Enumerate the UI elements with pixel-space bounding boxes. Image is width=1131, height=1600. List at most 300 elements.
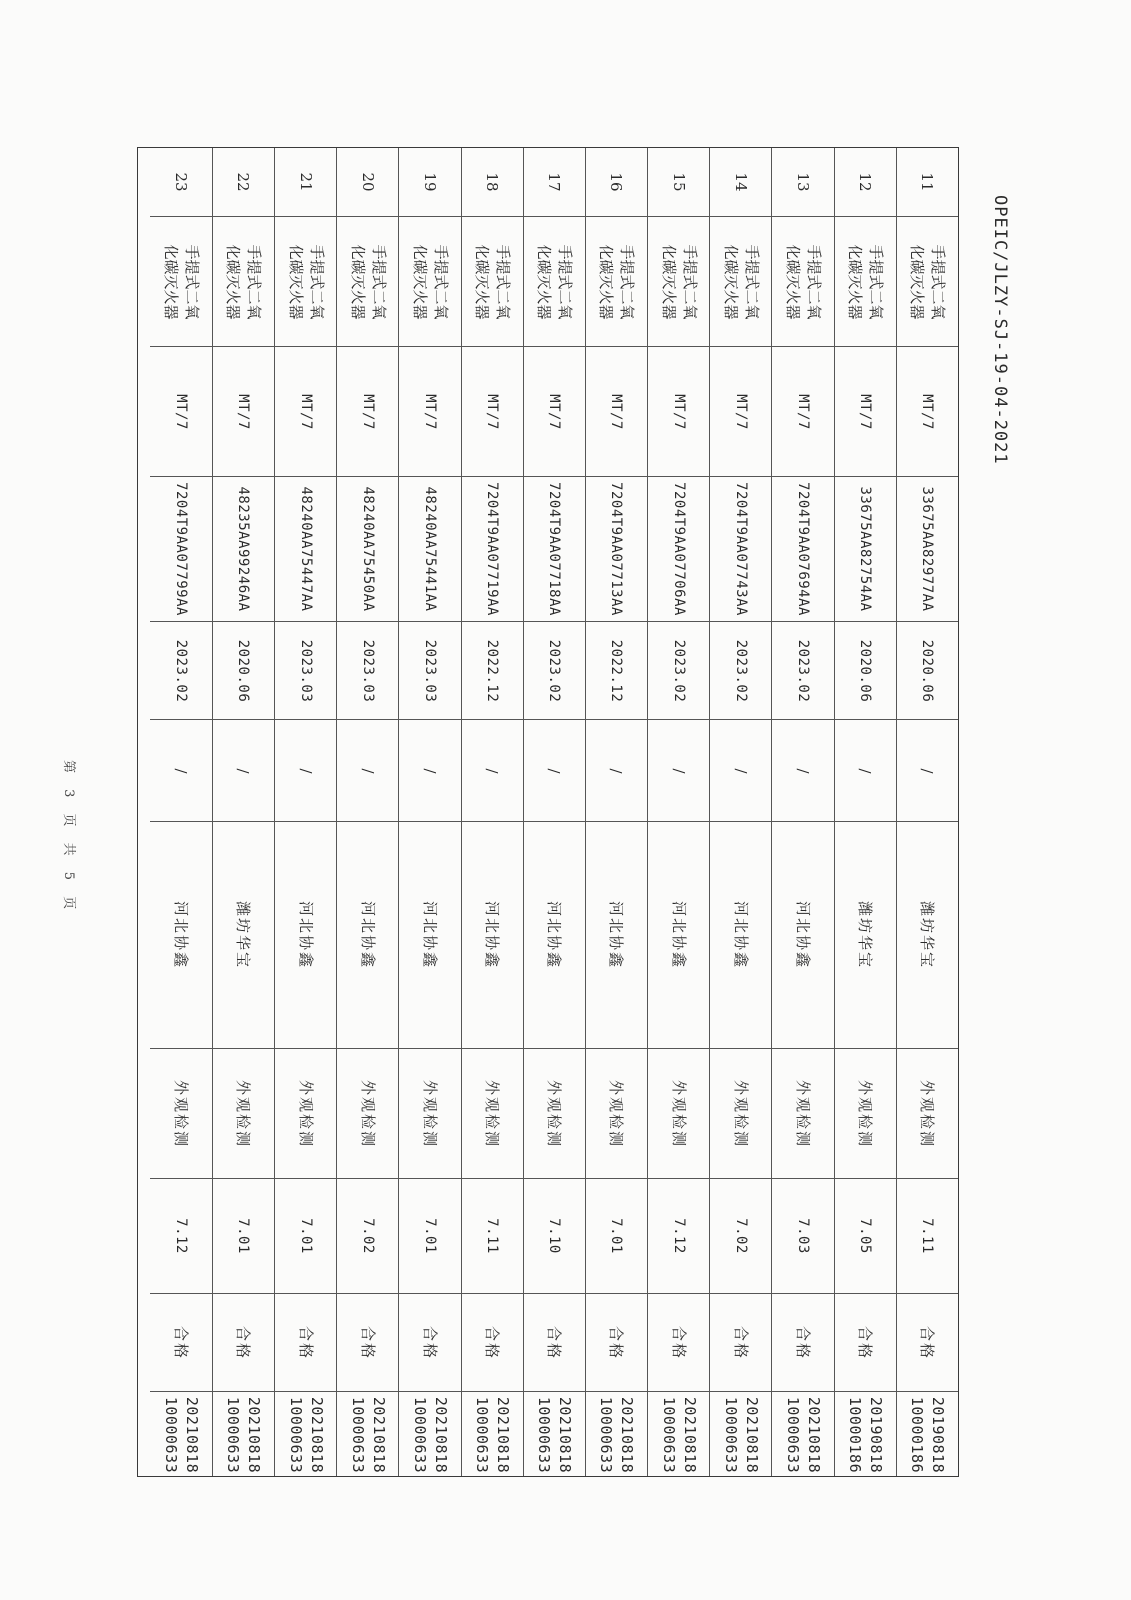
- cell-maker: [835, 821, 896, 1048]
- cell-serial: [835, 476, 896, 621]
- cell-maker: [337, 821, 398, 1048]
- cell-code: [213, 1391, 274, 1478]
- name-text: [782, 244, 824, 319]
- code-text: [720, 1397, 762, 1473]
- cell-method: [275, 1048, 336, 1178]
- code-line-1: 20210818: [369, 1396, 388, 1474]
- cell-result: [772, 1293, 833, 1391]
- cell-date: [462, 621, 523, 719]
- date-text: 2022.12: [608, 639, 625, 702]
- no-text: 19: [420, 172, 439, 192]
- name-line-2: 化碳灭火器: [473, 243, 492, 320]
- serial-text: 48240AA75447AA: [297, 486, 314, 612]
- name-text: [160, 244, 202, 319]
- cell-name: [648, 216, 709, 346]
- cell-model: [835, 346, 896, 476]
- cell-blank: [835, 719, 896, 821]
- result-text: 合格: [296, 1325, 315, 1360]
- name-text: [844, 244, 886, 319]
- cell-code: [524, 1391, 585, 1478]
- no-text: 15: [669, 172, 688, 192]
- cell-name: [462, 216, 523, 346]
- result-text: 合格: [731, 1325, 750, 1360]
- cell-result: [524, 1293, 585, 1391]
- method-text: 外观检测: [234, 1079, 253, 1148]
- model-text: MT/7: [857, 393, 874, 430]
- cell-date: [524, 621, 585, 719]
- name-line-2: 化碳灭火器: [348, 243, 367, 320]
- maker-text: 河北协鑫: [669, 900, 688, 970]
- result-text: 合格: [358, 1325, 377, 1360]
- code-line-1: 20210818: [742, 1396, 761, 1474]
- result-text: 合格: [545, 1325, 564, 1360]
- cell-serial: [399, 476, 460, 621]
- serial-text: 7204T9AA07713AA: [608, 482, 625, 616]
- cell-serial: [897, 476, 958, 621]
- cell-name: [710, 216, 771, 346]
- cell-model: [462, 346, 523, 476]
- result-text: 合格: [234, 1325, 253, 1360]
- cell-model: [399, 346, 460, 476]
- cell-blank: [275, 719, 336, 821]
- code-line-2: 10000633: [286, 1396, 305, 1474]
- cell-name: [275, 216, 336, 346]
- code-line-2: 10000186: [908, 1396, 927, 1474]
- cell-value: [150, 1178, 212, 1293]
- name-line-1: 手提式二氧: [680, 243, 699, 320]
- cell-blank: [710, 719, 771, 821]
- blank-text: /: [483, 767, 502, 774]
- value-text: 7.01: [608, 1218, 625, 1254]
- method-text: 外观检测: [856, 1079, 875, 1148]
- blank-text: /: [669, 767, 688, 774]
- cell-result: [835, 1293, 896, 1391]
- result-text: 合格: [856, 1325, 875, 1360]
- blank-text: /: [794, 767, 813, 774]
- code-text: [844, 1397, 886, 1473]
- cell-name: [524, 216, 585, 346]
- name-line-1: 手提式二氧: [618, 243, 637, 320]
- cell-result: [275, 1293, 336, 1391]
- value-text: 7.01: [297, 1218, 314, 1254]
- cell-name: [586, 216, 647, 346]
- name-line-2: 化碳灭火器: [659, 243, 678, 320]
- serial-text: 48240AA75441AA: [421, 486, 438, 612]
- date-text: 2023.02: [670, 639, 687, 702]
- cell-no: [586, 148, 647, 216]
- name-line-1: 手提式二氧: [182, 243, 201, 320]
- result-text: 合格: [607, 1325, 626, 1360]
- cell-model: [710, 346, 771, 476]
- cell-name: [399, 216, 460, 346]
- serial-text: 7204T9AA07799AA: [172, 482, 189, 616]
- name-line-1: 手提式二氧: [929, 243, 948, 320]
- cell-serial: [648, 476, 709, 621]
- cell-date: [897, 621, 958, 719]
- cell-result: [337, 1293, 398, 1391]
- cell-model: [337, 346, 398, 476]
- cell-name: [213, 216, 274, 346]
- cell-code: [897, 1391, 958, 1478]
- code-text: [782, 1397, 824, 1473]
- name-line-2: 化碳灭火器: [784, 243, 803, 320]
- cell-method: [524, 1048, 585, 1178]
- code-text: [409, 1397, 451, 1473]
- method-text: 外观检测: [669, 1079, 688, 1148]
- cell-value: [648, 1178, 709, 1293]
- date-text: 2023.02: [795, 639, 812, 702]
- date-text: 2020.06: [235, 639, 252, 702]
- code-text: [285, 1397, 327, 1473]
- model-text: MT/7: [297, 393, 314, 430]
- cell-code: [337, 1391, 398, 1478]
- code-line-2: 10000633: [348, 1396, 367, 1474]
- model-text: MT/7: [919, 393, 936, 430]
- blank-text: /: [296, 767, 315, 774]
- no-text: 21: [296, 172, 315, 192]
- blank-text: /: [607, 767, 626, 774]
- no-text: 14: [731, 172, 750, 192]
- maker-text: 河北协鑫: [607, 900, 626, 970]
- cell-date: [275, 621, 336, 719]
- cell-model: [648, 346, 709, 476]
- code-text: [222, 1397, 264, 1473]
- cell-result: [710, 1293, 771, 1391]
- method-text: 外观检测: [794, 1079, 813, 1148]
- cell-blank: [213, 719, 274, 821]
- maker-text: 河北协鑫: [794, 900, 813, 970]
- model-text: MT/7: [795, 393, 812, 430]
- method-text: 外观检测: [607, 1079, 626, 1148]
- date-text: 2022.12: [484, 639, 501, 702]
- cell-serial: [150, 476, 212, 621]
- serial-text: 33675AA82754AA: [857, 486, 874, 612]
- model-text: MT/7: [235, 393, 252, 430]
- code-text: [347, 1397, 389, 1473]
- date-text: 2023.03: [297, 639, 314, 702]
- cell-model: [897, 346, 958, 476]
- value-text: 7.12: [172, 1218, 189, 1254]
- cell-maker: [586, 821, 647, 1048]
- cell-method: [337, 1048, 398, 1178]
- cell-result: [586, 1293, 647, 1391]
- name-line-2: 化碳灭火器: [846, 243, 865, 320]
- model-text: MT/7: [732, 393, 749, 430]
- code-text: [595, 1397, 637, 1473]
- cell-result: [399, 1293, 460, 1391]
- result-text: 合格: [918, 1325, 937, 1360]
- maker-text: 河北协鑫: [545, 900, 564, 970]
- table-row: [896, 148, 958, 1476]
- table-row: [585, 148, 647, 1476]
- cell-value: [399, 1178, 460, 1293]
- name-line-1: 手提式二氧: [369, 243, 388, 320]
- maker-text: 潍坊华宝: [856, 900, 875, 970]
- cell-result: [150, 1293, 212, 1391]
- code-text: [906, 1397, 948, 1473]
- cell-method: [835, 1048, 896, 1178]
- cell-value: [524, 1178, 585, 1293]
- cell-result: [897, 1293, 958, 1391]
- cell-date: [710, 621, 771, 719]
- cell-blank: [399, 719, 460, 821]
- value-text: 7.01: [421, 1218, 438, 1254]
- cell-blank: [648, 719, 709, 821]
- maker-text: 河北协鑫: [296, 900, 315, 970]
- cell-value: [337, 1178, 398, 1293]
- name-text: [720, 244, 762, 319]
- cell-date: [772, 621, 833, 719]
- cell-model: [275, 346, 336, 476]
- no-text: 13: [794, 172, 813, 192]
- cell-value: [586, 1178, 647, 1293]
- cell-date: [150, 621, 212, 719]
- code-line-2: 10000633: [224, 1396, 243, 1474]
- cell-blank: [462, 719, 523, 821]
- cell-value: [213, 1178, 274, 1293]
- cell-no: [524, 148, 585, 216]
- value-text: 7.12: [670, 1218, 687, 1254]
- code-line-1: 20210818: [245, 1396, 264, 1474]
- cell-no: [648, 148, 709, 216]
- method-text: 外观检测: [171, 1079, 190, 1148]
- maker-text: 河北协鑫: [731, 900, 750, 970]
- cell-value: [772, 1178, 833, 1293]
- code-text: [160, 1397, 202, 1473]
- cell-maker: [648, 821, 709, 1048]
- code-line-1: 20190818: [929, 1396, 948, 1474]
- cell-code: [835, 1391, 896, 1478]
- name-line-2: 化碳灭火器: [161, 243, 180, 320]
- cell-blank: [150, 719, 212, 821]
- blank-text: /: [358, 767, 377, 774]
- cell-maker: [462, 821, 523, 1048]
- maker-text: 河北协鑫: [358, 900, 377, 970]
- result-text: 合格: [420, 1325, 439, 1360]
- model-text: MT/7: [421, 393, 438, 430]
- cell-method: [772, 1048, 833, 1178]
- model-text: MT/7: [172, 393, 189, 430]
- table-row: [461, 148, 523, 1476]
- cell-method: [897, 1048, 958, 1178]
- cell-model: [586, 346, 647, 476]
- cell-date: [399, 621, 460, 719]
- table-row: [771, 148, 833, 1476]
- code-line-2: 10000633: [784, 1396, 803, 1474]
- serial-text: 7204T9AA07743AA: [732, 482, 749, 616]
- serial-text: 7204T9AA07719AA: [484, 482, 501, 616]
- name-text: [595, 244, 637, 319]
- value-text: 7.11: [484, 1218, 501, 1254]
- cell-maker: [399, 821, 460, 1048]
- no-text: 16: [607, 172, 626, 192]
- value-text: 7.02: [359, 1218, 376, 1254]
- blank-text: /: [171, 767, 190, 774]
- maker-text: 河北协鑫: [171, 900, 190, 970]
- table-row: [274, 148, 336, 1476]
- cell-code: [275, 1391, 336, 1478]
- code-line-2: 10000633: [659, 1396, 678, 1474]
- cell-date: [337, 621, 398, 719]
- code-line-2: 10000186: [846, 1396, 865, 1474]
- name-line-2: 化碳灭火器: [286, 243, 305, 320]
- cell-method: [648, 1048, 709, 1178]
- serial-text: 7204T9AA07706AA: [670, 482, 687, 616]
- name-text: [906, 244, 948, 319]
- method-text: 外观检测: [483, 1079, 502, 1148]
- maker-text: 河北协鑫: [420, 900, 439, 970]
- name-line-2: 化碳灭火器: [410, 243, 429, 320]
- value-text: 7.05: [857, 1218, 874, 1254]
- cell-serial: [586, 476, 647, 621]
- model-text: MT/7: [546, 393, 563, 430]
- result-text: 合格: [669, 1325, 688, 1360]
- cell-code: [462, 1391, 523, 1478]
- cell-maker: [710, 821, 771, 1048]
- table-row: [709, 148, 771, 1476]
- cell-maker: [524, 821, 585, 1048]
- model-text: MT/7: [670, 393, 687, 430]
- name-line-1: 手提式二氧: [805, 243, 824, 320]
- code-line-1: 20210818: [556, 1396, 575, 1474]
- value-text: 7.02: [732, 1218, 749, 1254]
- cell-serial: [524, 476, 585, 621]
- cell-no: [710, 148, 771, 216]
- document-code: OPEIC/JLZY-SJ-19-04-2021: [990, 195, 1010, 465]
- cell-value: [710, 1178, 771, 1293]
- model-text: MT/7: [359, 393, 376, 430]
- serial-text: 33675AA82977AA: [919, 486, 936, 612]
- code-line-2: 10000633: [473, 1396, 492, 1474]
- cell-maker: [150, 821, 212, 1048]
- cell-name: [337, 216, 398, 346]
- name-text: [471, 244, 513, 319]
- model-text: MT/7: [608, 393, 625, 430]
- cell-serial: [772, 476, 833, 621]
- table-row: [647, 148, 709, 1476]
- cell-no: [275, 148, 336, 216]
- inspection-table: [137, 147, 959, 1477]
- table-row: [212, 148, 274, 1476]
- method-text: 外观检测: [420, 1079, 439, 1148]
- name-text: [658, 244, 700, 319]
- cell-blank: [524, 719, 585, 821]
- blank-text: /: [856, 767, 875, 774]
- method-text: 外观检测: [296, 1079, 315, 1148]
- cell-date: [213, 621, 274, 719]
- cell-blank: [897, 719, 958, 821]
- serial-text: 7204T9AA07694AA: [795, 482, 812, 616]
- cell-value: [462, 1178, 523, 1293]
- cell-result: [648, 1293, 709, 1391]
- date-text: 2023.02: [172, 639, 189, 702]
- cell-no: [772, 148, 833, 216]
- date-text: 2023.03: [421, 639, 438, 702]
- cell-method: [462, 1048, 523, 1178]
- name-text: [533, 244, 575, 319]
- name-line-2: 化碳灭火器: [597, 243, 616, 320]
- code-text: [533, 1397, 575, 1473]
- cell-method: [150, 1048, 212, 1178]
- blank-text: /: [420, 767, 439, 774]
- cell-result: [213, 1293, 274, 1391]
- name-line-1: 手提式二氧: [556, 243, 575, 320]
- cell-method: [710, 1048, 771, 1178]
- table-row: [150, 148, 212, 1476]
- cell-model: [772, 346, 833, 476]
- no-text: 17: [545, 172, 564, 192]
- no-text: 12: [856, 172, 875, 192]
- blank-text: /: [918, 767, 937, 774]
- name-line-1: 手提式二氧: [867, 243, 886, 320]
- cell-code: [150, 1391, 212, 1478]
- table-row: [398, 148, 460, 1476]
- code-line-1: 20210818: [182, 1396, 201, 1474]
- code-line-1: 20210818: [618, 1396, 637, 1474]
- value-text: 7.01: [235, 1218, 252, 1254]
- date-text: 2023.03: [359, 639, 376, 702]
- no-text: 23: [171, 172, 190, 192]
- cell-model: [524, 346, 585, 476]
- cell-blank: [586, 719, 647, 821]
- result-text: 合格: [483, 1325, 502, 1360]
- code-line-2: 10000633: [597, 1396, 616, 1474]
- cell-code: [399, 1391, 460, 1478]
- code-line-2: 10000633: [721, 1396, 740, 1474]
- blank-text: /: [731, 767, 750, 774]
- cell-maker: [772, 821, 833, 1048]
- cell-code: [710, 1391, 771, 1478]
- name-line-1: 手提式二氧: [245, 243, 264, 320]
- maker-text: 河北协鑫: [483, 900, 502, 970]
- cell-code: [648, 1391, 709, 1478]
- code-line-1: 20210818: [431, 1396, 450, 1474]
- serial-text: 48240AA75450AA: [359, 486, 376, 612]
- code-line-1: 20190818: [867, 1396, 886, 1474]
- page-number: 第 3 页 共 5 页: [61, 760, 76, 916]
- result-text: 合格: [171, 1325, 190, 1360]
- code-text: [471, 1397, 513, 1473]
- cell-date: [648, 621, 709, 719]
- cell-method: [399, 1048, 460, 1178]
- cell-name: [835, 216, 896, 346]
- cell-code: [772, 1391, 833, 1478]
- method-text: 外观检测: [731, 1079, 750, 1148]
- date-text: 2020.06: [857, 639, 874, 702]
- no-text: 22: [234, 172, 253, 192]
- cell-serial: [462, 476, 523, 621]
- cell-no: [897, 148, 958, 216]
- cell-code: [586, 1391, 647, 1478]
- code-line-2: 10000633: [410, 1396, 429, 1474]
- no-text: 20: [358, 172, 377, 192]
- cell-no: [835, 148, 896, 216]
- name-line-2: 化碳灭火器: [224, 243, 243, 320]
- cell-model: [150, 346, 212, 476]
- table-rows: [138, 148, 958, 1476]
- method-text: 外观检测: [918, 1079, 937, 1148]
- table-row: [834, 148, 896, 1476]
- code-line-1: 20210818: [307, 1396, 326, 1474]
- table-row: [336, 148, 398, 1476]
- cell-name: [150, 216, 212, 346]
- cell-no: [150, 148, 212, 216]
- code-line-1: 20210818: [680, 1396, 699, 1474]
- code-line-1: 20210818: [494, 1396, 513, 1474]
- cell-no: [399, 148, 460, 216]
- code-line-2: 10000633: [161, 1396, 180, 1474]
- name-line-2: 化碳灭火器: [535, 243, 554, 320]
